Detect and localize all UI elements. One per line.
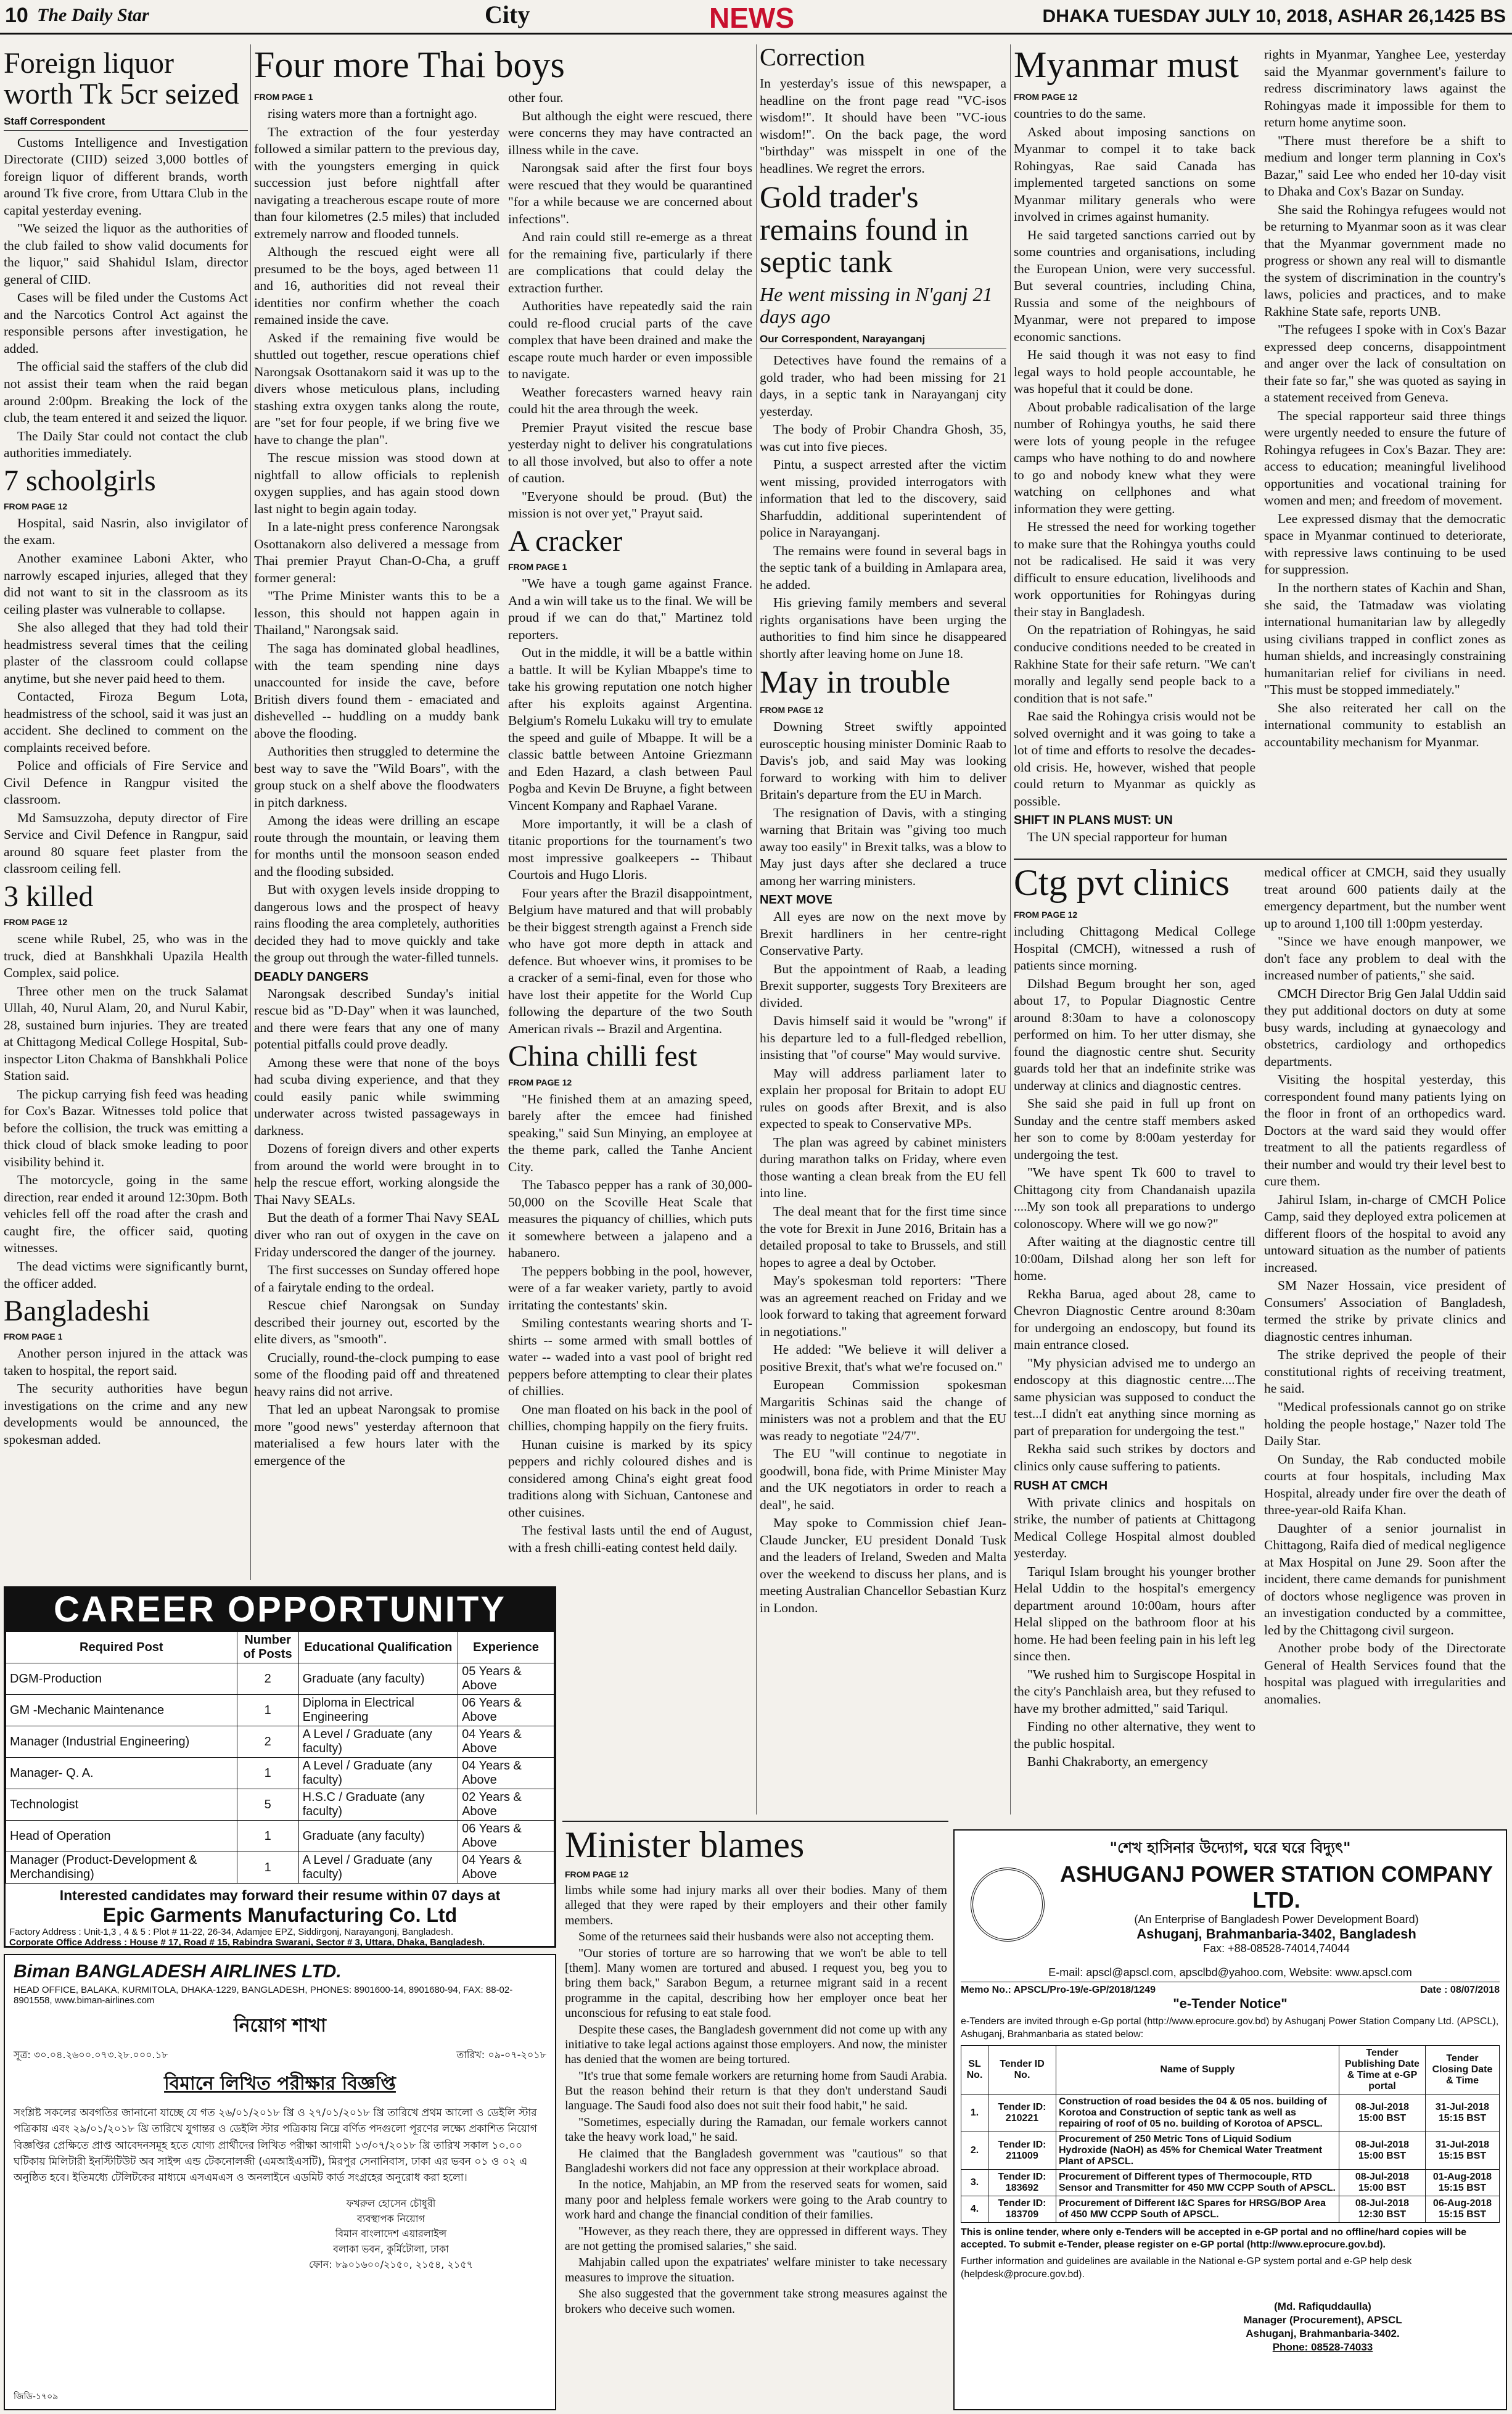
section-rule [562,1821,948,1822]
paragraph: One man floated on his back in the pool of chillies, chomping happily on the fiery fruits. [508,1401,752,1434]
article-may-in-trouble [760,666,1006,1617]
deck: He went missing in N'ganj 21 days ago [760,282,993,328]
apscl-logo-icon [971,1868,1045,1942]
paragraph: Although the rescued eight were all presumed to be the boys, aged between 11 and 16, authorities did not reveal their identities nor confirm whether the coach remained inside the cave. [254,244,499,327]
paragraph: The extraction of the four yesterday followed a similar pattern to the previous day, with the youngsters emerging in quick succession just before nightfall after navigating a treacherous escape route of more than four kilometres (2.5 miles) that included extremely narrow and flooded tunnels. [254,124,499,241]
masthead-bar [0,0,1512,35]
paragraph: But although the eight were rescued, there were concerns they may have contracted an illness while in the cave. [508,108,752,157]
table-cell: A Level / Graduate (any faculty) [298,1758,458,1789]
company-name: ASHUGANJ POWER STATION COMPANY LTD. [1059,1861,1494,1913]
paragraph: Davis himself said it would be "wrong" if his departure led to a full-fledged rebellion, insisting that "of course" May would survive. [760,1013,1006,1063]
paragraph: The special rapporteur said three things were urgently needed to ensure the future of Rohingya refugees in Cox's Bazar. They are: access to education; meaningful livelihood opportunities and vocational training for women and men; and freedom of movement. [1264,408,1506,508]
kicker: FROM PAGE 12 [4,917,68,928]
article-correction [760,44,1006,177]
paragraph: "We have a tough game against France. And a win will take us to the final. We will be proud if we can do that," Martinez told reporters. [508,576,752,642]
article-bangladeshi [4,1296,248,1448]
company-fax: Fax: +88-08528-74014,74044 [1203,1942,1350,1955]
kicker: FROM PAGE 12 [760,705,824,715]
paragraph: But the appointment of Raab, a leading Brexit supporter, suggests Tory Brexiteers are divided. [760,961,1006,1010]
paragraph: He claimed that the Bangladesh government was "cautious" so that Bangladeshi workers did not face any oppression at their workplace abroad. [565,2146,947,2176]
table-row [6,1852,554,1884]
headline[interactable]: 3 killed [4,880,94,913]
paragraph: "The refugees I spoke with in Cox's Bazar expressed deep concerns, disappointment and anger over the lack of consultation on their fate so far," she was quoted as saying in a statement received from Geneva. [1264,322,1506,405]
paragraph: CMCH Director Brig Gen Jalal Uddin said they put additional doctors on duty at some busy wards, including at gynaecology and obstetrics, cardiology and orthopedics departments. [1264,986,1506,1069]
col-header: Experience [458,1632,554,1663]
table-cell: 04 Years & Above [458,1758,554,1789]
headline[interactable]: Correction [760,44,866,71]
table-cell: 08-Jul-2018 12:30 BST [1339,2196,1426,2222]
company-email: E-mail: apscl@apscl.com, apsclbd@yahoo.com, Website: www.apscl.com [1048,1966,1412,1979]
article-schoolgirls [4,466,248,878]
table-row [961,2196,1500,2222]
paragraph: That led an upbeat Narongsak to promise more "good news" yesterday afternoon that materialised a few hours later with the emergence of the [254,1402,499,1468]
table-cell: A Level / Graduate (any faculty) [298,1852,458,1884]
paragraph: All eyes are now on the next move by Brexit hardliners in her centre-right Conservative Party. [760,909,1006,958]
paragraph: The saga has dominated global headlines, with the team spending nine days unaccounted for inside the cave, before British divers found them - emaciated and dishevelled -- huddling on a muddy bank above the flooding. [254,640,499,741]
paragraph: Contacted, Firoza Begum Lota, headmistress of the school, said it was just an accident. She declined to comment on the complaints received before. [4,689,248,755]
subhead: RUSH AT CMCH [1014,1478,1108,1493]
paragraph: The strike deprived the people of their constitutional rights of receiving treatment, he said. [1264,1347,1506,1396]
paragraph: The rescue mission was stood down at nightfall to allow officials to replenish oxygen supplies, and has again stood down last night to begin again today. [254,450,499,516]
paragraph: Another examinee Laboni Akter, who narrowly escaped injuries, alleged that they did not want to sit in the classroom as its ceiling plaster was vulnerable to collapse. [4,551,248,617]
paragraph: Authorities then struggled to determine the best way to save the "Wild Boars", with the group stuck on a shelf above the floodwaters in pitch darkness. [254,744,499,810]
dateline: DHAKA TUESDAY JULY 10, 2018, ASHAR 26,1425 BS [1042,6,1506,27]
paragraph: More importantly, it will be a clash of titanic proportions for the tournament's two most impressive goalkeepers -- Thibaut Courtois and Hugo Lloris. [508,816,752,883]
biman-branch: নিয়োগ শাখা [234,2015,326,2037]
paragraph: Despite these cases, the Bangladesh government did not come up with any initiative to take legal actions against those employers. And now, the minister has denied that the women are being tortured. [565,2022,947,2067]
paragraph: In the notice, Mahjabin, an MP from the reserved seats for women, said many poor and helpless female workers were going to the Arab country to work hard and change the financial condition of their families. [565,2178,947,2222]
col-header: Tender Publishing Date & Time at e-GP portal [1339,2045,1426,2094]
headline[interactable]: Ctg pvt clinics [1014,862,1230,903]
notice-intro: e-Tenders are invited through e-Gp portal (http://www.eprocure.gov.bd) by Ashuganj Power Station Company Ltd. (APSCL), Ashuganj, Brahmanbaria as stated below: [961,2016,1499,2040]
article-gold-trader [760,181,1006,662]
col-header: Educational Qualification [298,1632,458,1663]
paragraph: The remains were found in several bags in the septic tank of a building in Amlapara area, he added. [760,543,1006,592]
paragraph: She said the Rohingya refugees would not be returning to Myanmar soon as it was clear that the Myanmar government made no progress or shown any real will to dismantle the system of discrimination in the country's laws, policies and practices, and to make Rakhine State safe, reports UNB. [1264,202,1506,319]
paragraph: About probable radicalisation of the large number of Rohingya youths, he said there were lots of young people in the refugee camps who have nothing to do and nowhere to go and nobody knew what they were watching on cellphones and what information they were getting. [1014,399,1255,516]
paragraph: "Since we have enough manpower, we don't face any problem to deal with the increased number of patients," she said. [1264,934,1506,983]
column-rule [1010,44,1011,1815]
paragraph: Four years after the Brazil disappointment, Belgium have matured and that will probably be their biggest strength against a French side who have got more depth in attack and defence. But whoever wins, it promises to be a cracker of a semi-final, even for those who have lost their appetite for the World Cup following the departure of the two South American rivals -- Brazil and Argentina. [508,885,752,1036]
headline[interactable]: May in trouble [760,665,951,701]
career-title: CAREER OPPORTUNITY [6,1588,554,1631]
table-row [6,1726,554,1758]
headline[interactable]: Myanmar must [1014,44,1239,85]
paragraph: The motorcycle, going in the same direction, rear ended it around 12:30pm. Both vehicles fell off the road after the crash and caught fire, the officer said, quoting witnesses. [4,1172,248,1256]
notice-heading: "e-Tender Notice" [1173,1996,1288,2011]
paragraph: rising waters more than a fortnight ago. [268,106,477,121]
paragraph: Authorities have repeatedly said the rain could re-flood crucial parts of the cave complex that have been drained and make the escape route much harder or even impossible to navigate. [508,299,752,382]
column-1 [4,44,248,1580]
headline[interactable]: Gold trader's remains found in septic tank [760,179,969,279]
table-cell: 2. [961,2132,988,2169]
paragraph: Detectives have found the remains of a gold trader, who had been missing for 21 days, in a septic tank in Narayanganj city yesterday. [760,353,1006,419]
table-cell: 06 Years & Above [458,1821,554,1852]
table-cell: 08-Jul-2018 15:00 BST [1339,2169,1426,2196]
paragraph: "The Prime Minister wants this to be a lesson, this should not happen again in Thailand," Narongsak said. [254,588,499,638]
paragraph: Downing Street swiftly appointed eurosceptic housing minister Dominic Raab to Davis's job, and said May was looking forward to working with him to deliver Britain's departure from the EU in March. [760,719,1006,802]
article-thai-boys [254,44,752,1580]
headline[interactable]: Bangladeshi [4,1295,150,1328]
article-myanmar-must [1014,44,1507,859]
paragraph: After waiting at the diagnostic centre till 10:00am, Dilshad along her son left for home. [1014,1234,1255,1283]
paragraph: other four. [508,90,564,105]
table-cell: 2 [237,1663,298,1695]
subhead: NEXT MOVE [760,893,832,907]
paragraph: Dozens of foreign divers and other experts from around the world were brought in to help the rescue effort, working alongside the Thai Navy SEALs. [254,1141,499,1207]
paragraph: rights in Myanmar, Yanghee Lee, yesterday said the Myanmar government's failure to redress discriminatory laws against the Rohingyas made it impossible for them to return home anytime soon. [1264,47,1506,130]
notice-date: তারিখ: ০৯-০৭-২০১৮ [456,2049,546,2061]
table-row [6,1789,554,1821]
table-cell: 1 [237,1758,298,1789]
table-cell: Construction of road besides the 04 & 05 nos. building of Korotoa and Construction of septic tank as well as repairing of roof of 05 no. building of Korotoa of APSCL. [1056,2094,1339,2132]
paragraph: The first successes on Sunday offered hope of a fairytale ending to the ordeal. [254,1263,499,1295]
table-cell: A Level / Graduate (any faculty) [298,1726,458,1758]
paragraph: He said targeted sanctions carried out by some countries and organisations, including the European Union, were very successful. But several countries, including China, Russia and some of the neighbours of Myanmar, were not prepared to impose economic sanctions. [1014,227,1255,344]
paragraph: Md Samsuzzoha, deputy director of Fire Service and Civil Defence in Rangpur, said around 80 square feet plaster from the classroom ceiling fell. [4,810,248,876]
table-cell: 4. [961,2196,988,2222]
byline: Our Correspondent, Narayanganj [760,333,1006,348]
table-cell: 08-Jul-2018 15:00 BST [1339,2132,1426,2169]
signature-phone: Phone: 08528-74033 [1272,2341,1373,2354]
table-cell: H.S.C / Graduate (any faculty) [298,1789,458,1821]
biman-brand: Biman BANGLADESH AIRLINES LTD. [14,1961,342,1982]
memo-number: Memo No.: APSCL/Pro-19/e-GP/2018/1249 [961,1985,1156,1995]
paragraph: Among these were that none of the boys had scuba diving experience, and that they could easily panic while swimming underwater across twisted passageways in darkness. [254,1055,499,1138]
article-3-killed [4,881,248,1292]
paragraph: Banhi Chakraborty, an emergency [1027,1754,1209,1769]
paragraph: And rain could still re-emerge as a threat for the remaining five, particularly if there are complications that could delay the extraction further. [508,229,752,295]
subhead: SHIFT IN PLANS MUST: UN [1014,814,1173,828]
paragraph: Jahirul Islam, in-charge of CMCH Police Camp, said they deployed extra policemen at different floors of the hospital to avoid any untoward situation as the number of patients increased. [1264,1192,1506,1275]
table-cell: Procurement of 250 Metric Tons of Liquid Sodium Hydroxide (NaOH) as 45% for Chemical Water Treatment Plant of APSCL. [1056,2132,1339,2169]
paragraph: Rekha Barua, aged about 28, came to Chevron Diagnostic Centre around 8:30am for undergoing an endoscopy, but found its main entrance closed. [1014,1286,1255,1353]
notice-body: সংশ্লিষ্ট সকলের অবগতির জানানো যাচ্ছে যে গত ২৬/০১/২০১৮ খ্রি ও ২৭/০১/২০১৮ খ্রি তারিখে প্রথম আলো ও ডেইলি স্টার পত্রিকায় এবং ২৯/০১/২০১৮ খ্রি তারিখে যুগান্তর ও ডেইলি স্টার পত্রিকায় নিম্নে বর্ণিত পদগুলো পূরণের লক্ষ্যে প্রকাশিত নিয়োগ বিজ্ঞপ্তির প্রেক্ষিতে প্রাপ্ত আবেদনসমূহ হতে যোগ্য প্রার্থীদের লিখিত পরীক্ষা আগামী ১৩/০৭/২০১৮ খ্রি তারিখ সকাল ১০.০০ ঘটিকায় মিলিটারী ইনস্টিটিউট অব সাইন্স এন্ড টেকনোলজী (এমআইএসটি), মিরপুর সেনানিবাস, ঢাকা এর ভবন ০১ ও ০২ এ অনুষ্ঠিত হবে। ইতিমধ্যে টেলিটকের মাধ্যমে এসএমএস ও অনলাইনে এডমিট কার্ড সংগ্রহের অনুরোধ করা হলো। [14,2107,538,2185]
career-company: Epic Garments Manufacturing Co. Ltd [102,1904,458,1926]
table-cell: 1 [237,1695,298,1726]
factory-address: Factory Address : Unit-1,3 , 4 & 5 : Plot # 11-22, 26-34, Adamjee EPZ, Siddirgonj, Narayangonj, Bangladesh. [9,1927,454,1937]
section-name: City [485,1,530,28]
col-header: SL No. [961,2045,988,2094]
table-row [961,2094,1500,2132]
table-cell: Tender ID: 210221 [988,2094,1056,2132]
paragraph: Another person injured in the attack was taken to hospital, the report said. [4,1346,248,1378]
paragraph: Rae said the Rohingya crisis would not be solved overnight and it was going to take a lot of time and efforts to resolve the decades-old crisis. He, however, wished that people could return to Myanmar as quickly as possible. [1014,709,1255,809]
paragraph: In a late-night press conference Narongsak Osottanakorn also delivered a message from Thai premier Prayut Chan-O-Cha, a gruff former general: [254,519,499,585]
column-rule [756,44,757,1815]
paragraph: The Daily Star could not contact the club authorities immediately. [4,428,248,461]
paragraph: SM Nazer Hossain, vice president of Consumers' Association of Bangladesh, termed the strike by private clinics and diagnostic centres inhuman. [1264,1278,1506,1344]
table-cell: 04 Years & Above [458,1852,554,1884]
paragraph: In the northern states of Kachin and Shan, she said, the Tatmadaw was violating international humanitarian law by allegedly using civilians trapped in conflict zones as human shields, and increasingly constraining humanitarian relief for civilians in need. "This must be stopped immediately." [1264,580,1506,698]
corporate-address: Corporate Office Address : House # 17, Road # 15, Rabindra Swarani, Sector # 3, Uttara, Dhaka, Bangladesh. [9,1937,485,1948]
memo-date: Date : 08/07/2018 [1420,1985,1500,1995]
apscl-tender-ad [953,1829,1507,2410]
paragraph: The peppers bobbing in the pool, however, were of a far weaker variety, partly to avoid irritating the contestants' skin. [508,1263,752,1312]
paragraph: In yesterday's issue of this newspaper, a headline on the front page read "VC-isos wisdom!". It should have been "VC-ious wisdom!". On the back page, the word "birthday" was misspelt in one of the headlines. We regret the errors. [760,76,1006,176]
table-cell: 04 Years & Above [458,1726,554,1758]
career-table [6,1631,554,1884]
paragraph: She also reiterated her call on the international community to establish an accountability mechanism for Myanmar. [1264,700,1506,749]
paragraph: Weather forecasters warned heavy rain could hit the area through the week. [508,384,752,417]
table-row [961,2132,1500,2169]
article-liquor [4,48,248,462]
paragraph: But with oxygen levels inside dropping to dangerous lows and the prospect of heavy rains flooding the area completely, authorities decided they had to move quickly and take the group out through the water-filled tunnels. [254,882,499,965]
paragraph: "However, as they reach there, they are oppressed in different ways. They are not getting the promised salaries," she said. [565,2224,947,2253]
article-minister-blames [565,1826,947,2412]
table-cell: 06-Aug-2018 15:15 BST [1426,2196,1500,2222]
signer-name: ফখরুল হোসেন চৌধুরী [346,2197,436,2209]
signature-name: (Md. Rafiquddaulla) [1274,2300,1371,2312]
byline: Staff Correspondent [4,115,248,131]
paragraph: Visiting the hospital yesterday, this correspondent found many patients lying on the floor in front of an orthopedics ward. Doctors at the ward said they would offer treatment to all the patients regardless of their number and would try their level best to cure them. [1264,1072,1506,1189]
career-instruction: Interested candidates may forward their resume within 07 days at [59,1887,501,1903]
kicker: FROM PAGE 12 [508,1077,572,1087]
paragraph: Premier Prayut visited the rescue base yesterday night to deliver his congratulations to all those involved, but also to offer a note of caution. [508,419,752,486]
paragraph: Rekha said such strikes by doctors and clinics only cause suffering to patients. [1014,1441,1255,1473]
biman-ad [4,1954,556,2410]
section-rule [1014,859,1507,860]
table-cell: Graduate (any faculty) [298,1821,458,1852]
company-sub: (An Enterprise of Bangladesh Power Development Board) [1134,1913,1419,1926]
paragraph: "Everyone should be proud. (But) the mission is not over yet," Prayut said. [508,488,752,521]
paragraph: The UN special rapporteur for human [1027,830,1228,845]
table-cell: 5 [237,1789,298,1821]
table-row [6,1758,554,1789]
paragraph: The dead victims were significantly burnt, the officer added. [4,1258,248,1291]
kicker: FROM PAGE 1 [254,92,313,102]
paragraph: "He finished them at an amazing speed, barely after the emcee had finished speaking," said Sun Minying, an employee at the theme park, called the Tanhe Ancient City. [508,1091,752,1174]
news-label: NEWS [709,2,794,34]
ref-number: সূত্র: ৩০.০৪.২৬০০.০৭৩.২৮.০০০.১৮ [14,2049,168,2061]
headline[interactable]: China chilli fest [508,1040,697,1073]
signer-address: বলাকা ভবন, কুর্মিটোলা, ঢাকা [333,2243,449,2255]
paragraph: The deal meant that for the first time since the vote for Brexit in June 2016, Britain has a detailed proposal to take to Brussels, and still hopes to agree a deal by October. [760,1203,1006,1270]
paragraph: Narongsak said after the first four boys were rescued that they would be quarantined "for a while because we are concerned about infections". [508,160,752,226]
paragraph: The pickup carrying fish feed was heading for Cox's Bazar. Witnesses told police that before the collision, the truck was emitting a thick cloud of black smoke leading to poor visibility behind it. [4,1086,248,1169]
page-number: 10 [5,4,28,27]
paragraph: European Commission spokesman Margaritis Schinas said the change of ministers was not a problem and that the EU was ready to negotiate "24/7". [760,1377,1006,1443]
paragraph: Tariqul Islam brought his younger brother Helal Uddin to the hospital's emergency department around 10:00am, hours after Helal slipped on the bathroom floor at his home. He had been feeling pain in his left leg since then. [1014,1563,1255,1664]
column-4 [760,44,1006,1815]
signer-title: ব্যবস্থাপক নিয়োগ [357,2212,425,2225]
paragraph: But the death of a former Thai Navy SEAL diver who ran out of oxygen in the cave on Friday underscored the danger of the journey. [254,1210,499,1259]
paragraph: He said though it was not easy to find legal ways to hold people accountable, he was hopeful that it could be done. [1014,347,1255,397]
paragraph: May's spokesman told reporters: "There was an agreement reached on Friday and we look forward to taking that agreement forward in negotiations." [760,1273,1006,1339]
paragraph: "Medical professionals cannot go on strike holding the people hostage," Nazer told The Daily Star. [1264,1399,1506,1449]
paragraph: She also alleged that they had told their headmistress several times that the ceiling plaster of the classroom could collapse anytime, but she never paid heed to them. [4,620,248,686]
paragraph: limbs while some had injury marks all over their bodies. Many of them alleged that they were raped by their employers and their other family members. [565,1884,947,1927]
paragraph: "There must therefore be a shift to medium and longer term planning in Cox's Bazar," said Lee who ended her 10-day visit to Dhaka and Cox's Bazar on Sunday. [1264,133,1506,199]
article-ctg-clinics [1014,862,1507,1812]
ad-code: জিডি-১৭০৯ [14,2392,59,2402]
headline[interactable]: Four more Thai boys [254,44,565,85]
table-cell: Tender ID: 211009 [988,2132,1056,2169]
article-china-chilli [508,1041,752,1556]
col-header: Name of Supply [1056,2045,1339,2094]
subhead: DEADLY DANGERS [254,970,369,984]
kicker: FROM PAGE 1 [4,1332,63,1342]
guideline-note: Further information and guidelines are available in the National e-GP system portal and e-GP help desk (helpdesk@procure.gov.bd). [961,2256,1412,2280]
table-cell: Manager (Industrial Engineering) [6,1726,237,1758]
table-cell: Procurement of Different types of Thermocouple, RTD Sensor and Transmitter for 450 MW CCPP South of APSCL. [1056,2169,1339,2196]
table-cell: 01-Aug-2018 15:15 BST [1426,2169,1500,2196]
kicker: FROM PAGE 1 [508,562,567,572]
table-cell: 06 Years & Above [458,1695,554,1726]
paragraph: Hunan cuisine is marked by its spicy peppers and richly coloured dishes and is considered among China's eight great food traditions along with Sichuan, Cantonese and other cuisines. [508,1436,752,1520]
col-header: Tender ID No. [988,2045,1056,2094]
paragraph: Smiling contestants wearing shorts and T-shirts -- some armed with small bottles of water -- waded into a vast pool of bright red peppers before attempting to clear their plates of chillies. [508,1316,752,1399]
paragraph: The EU "will continue to negotiate in goodwill, bona fide, with Prime Minister May and the UK negotiators in order to reach a deal", he said. [760,1446,1006,1512]
paragraph: Dilshad Begum brought her son, aged about 17, to Popular Diagnostic Centre around 8:30am to have a colonoscopy performed on him. To her utter dismay, she found the diagnostic centre shut. Security guards told her that an indefinite strike was underway at clinics and diagnostic centres. [1014,976,1255,1093]
paragraph: The resignation of Davis, with a stinging warning that Britain was "giving too much away too easily" in Brexit talks, was a blow to May just days after she declared a truce among her warring ministers. [760,805,1006,888]
paragraph: Pintu, a suspect arrested after the victim went missing, provided interrogators with information that led to the discovery, said Sharfuddin, additional superintendent of police in Narayanganj. [760,457,1006,540]
paragraph: Daughter of a senior journalist in Chittagong, Raifa died of medical negligence at Max Hospital on June 29. Soon after the incident, there came demands for punishment of doctors whose negligence was proven in an investigation conducted by a committee, led by the Chittagong civil surgeon. [1264,1520,1506,1637]
col-header: Required Post [6,1632,237,1663]
paragraph: Asked if the remaining five would be shuttled out together, rescue operations chief Narongsak Osottanakorn said it was up to the divers whose meticulous plans, including stashing extra oxygen tanks along the route, are "set for four people, if we bring five we have to change the plan". [254,330,499,447]
paragraph: "My physician advised me to undergo an endoscopy at this diagnostic centre....The same physician was supposed to conduct the test...I didn't eat anything since morning as part of preparation for undergoing the test." [1014,1355,1255,1438]
paragraph: "Our stories of torture are so harrowing that we won't be able to tell [them]. Many women are tortured and abused. I request you, beg you to bring them back," Sarabon Begum, a returnee migrant said in a recent programme in the capital, describing how her employer once beat her unconscious for refusing to eat stale food. [565,1946,947,2021]
signer-phone: ফোন: ৮৯০১৬০০/২১৫০, ২১৫৪, ২১৫৭ [308,2258,474,2270]
paragraph: Hospital, said Nasrin, also invigilator of the exam. [4,515,248,548]
paragraph: Narongsak described Sunday's initial rescue bid as "D-Day" when it was launched, and there were fears that any one of many potential pitfalls could prove deadly. [254,986,499,1052]
paragraph: "Sometimes, especially during the Ramadan, our female workers cannot take the heavy work load," he said. [565,2115,947,2144]
table-row [6,1695,554,1726]
table-cell: GM -Mechanic Maintenance [6,1695,237,1726]
table-cell: 3. [961,2169,988,2196]
career-ad [4,1586,556,1948]
paragraph: "It's true that some female workers are returning home from Saudi Arabia. But the reason behind their return is that they don't understand Saudi language. The Saudi food also does not suit their food habit," he said. [565,2069,947,2113]
table-cell: Manager- Q. A. [6,1758,237,1789]
company-address: Ashuganj, Brahmanbaria-3402, Bangladesh [1136,1926,1416,1942]
table-cell: 08-Jul-2018 15:00 BST [1339,2094,1426,2132]
paragraph: The Tabasco pepper has a rank of 30,000-50,000 on the Scoville Heat Scale that measures the piquancy of chillies, which puts it somewhere between a jalapeno and a habanero. [508,1177,752,1261]
paragraph: With private clinics and hospitals on strike, the number of patients at Chittagong Medical College Hospital almost doubled yesterday. [1014,1494,1255,1561]
paragraph: Police and officials of Fire Service and Civil Defence in Rangpur visited the classroom. [4,758,248,807]
table-cell: Tender ID: 183692 [988,2169,1056,2196]
kicker: FROM PAGE 12 [4,501,68,511]
kicker: FROM PAGE 12 [1014,92,1078,102]
paragraph: She said she paid in full up front on Sunday and the centre staff members asked her son to come by 8:00am yesterday for undergoing the test. [1014,1096,1255,1162]
headline[interactable]: Foreign liquor worth Tk 5cr seized [4,47,239,111]
signer-org: বিমান বাংলাদেশ এয়ারলাইন্স [335,2228,447,2240]
table-row [6,1821,554,1852]
paragraph: Another probe body of the Directorate General of Health Services found that the hospital was plagued with irregularities and anomalies. [1264,1641,1506,1707]
paragraph: Rescue chief Narongsak on Sunday described their journey out, escorted by the elite divers, as "smooth". [254,1298,499,1347]
notice-title: বিমানে লিখিত পরীক্ষার বিজ্ঞপ্তি [164,2073,396,2095]
article-cracker [508,526,752,1037]
signature-address: Ashuganj, Brahmanbaria-3402. [1246,2327,1400,2339]
paragraph: Mahjabin called upon the expatriates' welfare minister to take necessary measures to improve the situation. [565,2255,947,2284]
paragraph: The festival lasts until the end of August, with a fresh chilli-eating contest held daily. [508,1523,752,1555]
paragraph: On the repatriation of Rohingyas, he said conducive conditions needed to be created in Rakhine State for their safe return. "We can't morally and legally send people back to a condition that is not safe." [1014,622,1255,706]
paragraph: On Sunday, the Rab conducted mobile courts at four hospitals, including Max Hospital, already under fire over the death of three-year-old Raifa Khan. [1264,1451,1506,1518]
paragraph: May spoke to Commission chief Jean-Claude Juncker, EU president Donald Tusk and the leaders of Ireland, Sweden and Malta over the weekend to discuss her plans, and is meeting Australian Chancellor Sebastian Kurz in London. [760,1515,1006,1615]
paragraph: Asked about imposing sanctions on Myanmar to compel it to take back Rohingyas, Rae said Canada has implemented targeted sanctions on some Myanmar military generals who were involved in crimes against humanity. [1014,124,1255,225]
table-cell: Procurement of Different I&C Spares for HRSG/BOP Area of 450 MW CCPP South of APSCL. [1056,2196,1339,2222]
paragraph: His grieving family members and several rights organisations have been urging the authorities to find him since he disappeared shortly after leaving home on June 18. [760,595,1006,661]
kicker: FROM PAGE 12 [565,1869,629,1879]
paragraph: The official said the staffers of the club did not assist their team when the raid began around 2:00pm. Breaking the lock of the club, the team entered it and seized the liquor. [4,359,248,426]
table-cell: Tender ID: 183709 [988,2196,1056,2222]
table-cell: 02 Years & Above [458,1789,554,1821]
table-cell: 31-Jul-2018 15:15 BST [1426,2132,1500,2169]
paragraph: The security authorities have begun investigations on the crime and any new developments would be announced, the spokesman added. [4,1381,248,1447]
biman-address: HEAD OFFICE, BALAKA, KURMITOLA, DHAKA-1229, BANGLADESH, PHONES: 8901600-14, 8901680-94, FAX: 88-02-8901558, www.biman-airlines.com [14,1985,513,2006]
paragraph: "We rushed him to Surgiscope Hospital in the city's Panchlaish area, but they refused to have my brother admitted," said Tariqul. [1014,1666,1255,1716]
paper-name: The Daily Star [37,5,149,25]
paragraph: Out in the middle, it will be a battle within a battle. It will be Kylian Mbappe's time to take his growing reputation one notch higher after his exploits against Argentina. Belgium's Romelu Lukaku will try to emulate the speed and guile of Mbappe. It will be a classic battle between Antoine Griezmann and Eden Hazard, a clash between Paul Pogba and Kevin De Bruyne, a fight between Vincent Kompany and Raphael Varane. [508,645,752,813]
paragraph: Customs Intelligence and Investigation Directorate (CIID) seized 3,000 bottles of foreign liquor of different brands, worth around Tk five crore, from Uttara Club in the capital yesterday evening. [4,134,248,218]
table-cell: 1 [237,1821,298,1852]
paragraph: Cases will be filed under the Customs Act and the Narcotics Control Act against the responsible persons after investigation, he added. [4,290,248,356]
tender-table [961,2045,1500,2223]
table-cell: 31-Jul-2018 15:15 BST [1426,2094,1500,2132]
col-header: Tender Closing Date & Time [1426,2045,1500,2094]
table-cell: 1 [237,1852,298,1884]
table-cell: 05 Years & Above [458,1663,554,1695]
headline[interactable]: Minister blames [565,1826,805,1865]
paragraph: countries to do the same. [1014,106,1146,121]
col-header: Number of Posts [237,1632,298,1663]
paragraph: Some of the returnees said their husbands were also not accepting them. [578,1930,934,1944]
table-cell: 2 [237,1726,298,1758]
paragraph: He added: "We believe it will deliver a positive Brexit, that's what we're focused on." [760,1342,1006,1374]
paragraph: Three other men on the truck Salamat Ullah, 40, Nurul Alam, 20, and Nurul Kabir, 28, sustained burn injuries. They are treated at Chittagong Medical College Hospital, Sub-inspector Liton Chakma of Banshkhali Police Station said. [4,983,248,1084]
paragraph: He stressed the need for working together to make sure that the Rohingya youths could not be radicalised. He said it was very difficult to ensure education, livelihoods and work opportunities for Rohingyas during their stay in Bangladesh. [1014,519,1255,619]
signature-title: Manager (Procurement), APSCL [1243,2313,1402,2326]
table-cell: 1. [961,2094,988,2132]
headline[interactable]: A cracker [508,524,623,558]
slogan: "শেখ হাসিনার উদ্যোগ, ঘরে ঘরে বিদ্যুৎ" [1109,1839,1351,1856]
table-cell: Head of Operation [6,1821,237,1852]
paragraph: including Chittagong Medical College Hospital (CMCH), witnessed a rush of patients since morning. [1014,924,1255,973]
paragraph: medical officer at CMCH, said they usually treat around 600 patients daily at the emergency department, but the number went up to around 1,100 till 1:00pm yesterday. [1264,865,1506,931]
paragraph: "We seized the liquor as the authorities of the club failed to show valid documents for the liquor," said Shahidul Islam, director general of CIID. [4,221,248,287]
table-cell: DGM-Production [6,1663,237,1695]
paragraph: Finding no other alternative, they went to the public hospital. [1014,1719,1255,1751]
column-rule [250,44,251,1580]
paragraph: Crucially, round-the-clock pumping to ease some of the flooding paid off and threatened heavy rains did not arrive. [254,1349,499,1399]
table-cell: Manager (Product-Development & Merchandising) [6,1852,237,1884]
paragraph: "We have spent Tk 600 to travel to Chittagong city from Chandanaish upazila ....My son took all preparations to undergo colonoscopy. Where will we go now?" [1014,1165,1255,1231]
table-cell: Technologist [6,1789,237,1821]
paragraph: scene while Rubel, 25, who was in the truck, died at Banshkhali Upazila Health Complex, said police. [4,931,248,981]
table-cell: Graduate (any faculty) [298,1663,458,1695]
table-cell: Diploma in Electrical Engineering [298,1695,458,1726]
paragraph: May will address parliament later to explain her proposal for Britain to adopt EU rules on goods after Brexit, and is also expected to speak to Conservative MPs. [760,1065,1006,1132]
table-row [6,1663,554,1695]
online-note: This is online tender, where only e-Tenders will be accepted in e-GP portal and no offline/hard copies will be accepted. To submit e-Tender, please register on e-GP portal (http://www.eprocure.gov.bd). [961,2227,1467,2251]
kicker: FROM PAGE 12 [1014,910,1078,920]
table-row [961,2169,1500,2196]
paragraph: Among the ideas were drilling an escape route through the mountain, or leaving them for months until the monsoon season ended and the flooding subsided. [254,813,499,879]
headline[interactable]: 7 schoolgirls [4,464,156,497]
paragraph: The body of Probir Chandra Ghosh, 35, was cut into five pieces. [760,422,1006,454]
paragraph: Lee expressed dismay that the democratic space in Myanmar continued to deteriorate, with repressive laws continuing to be used for suppression. [1264,511,1506,577]
paragraph: She also suggested that the government take strong measures against the brokers who deceive such women. [565,2287,947,2316]
paragraph: The plan was agreed by cabinet ministers during marathon talks on Friday, where even those wanting a clean break from the EU fell into line. [760,1134,1006,1201]
